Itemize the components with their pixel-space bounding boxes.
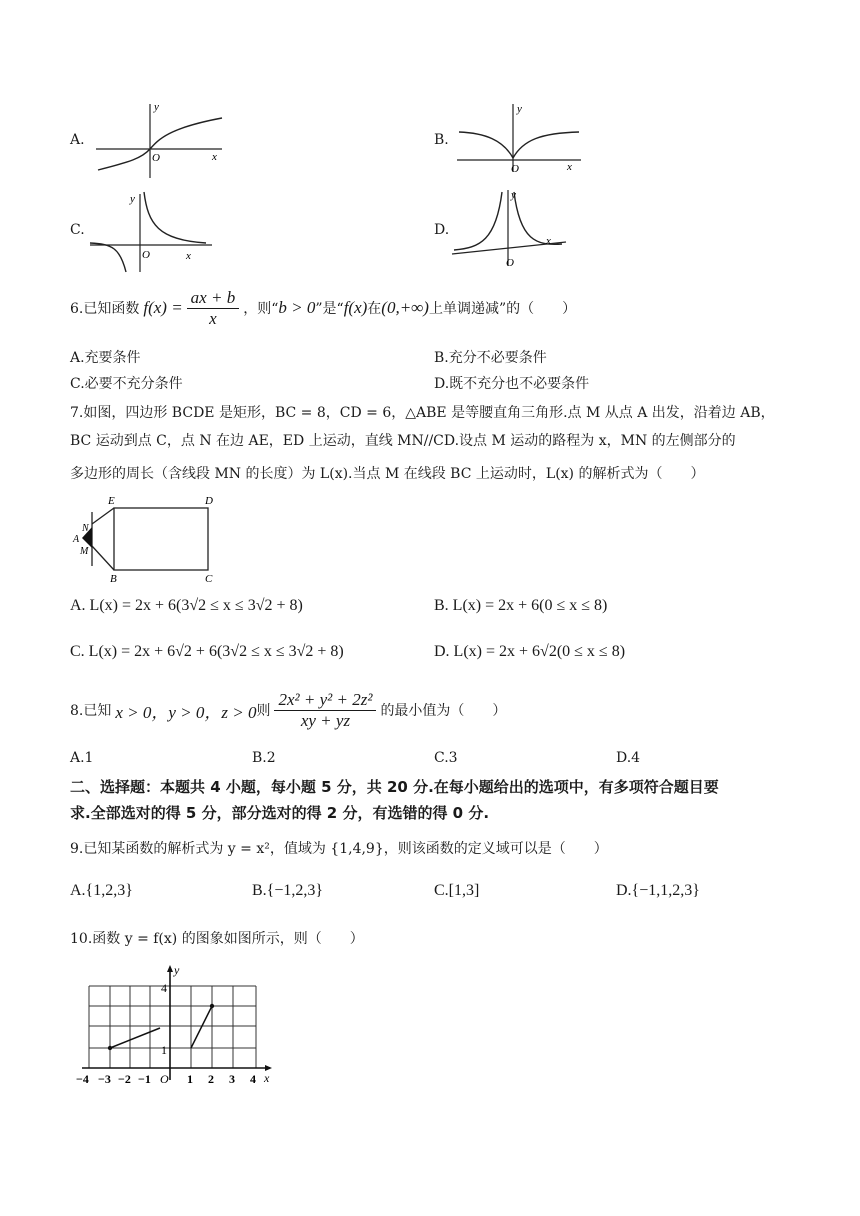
q8-denominator: xy + yz (300, 710, 351, 730)
option-d-label: D. (434, 222, 450, 238)
graph-x-tick: 1 (187, 1072, 193, 1086)
q7-figure (72, 494, 222, 586)
q8-stem (70, 686, 506, 734)
origin-label: O (142, 249, 150, 261)
graph-x-tick: O (160, 1072, 169, 1086)
graph-option-b (455, 100, 585, 175)
q6-f2: f(x) (343, 298, 368, 317)
q6-fraction (187, 288, 240, 329)
option-c-label: C. (70, 222, 85, 238)
graph-y-tick-1: 1 (161, 1043, 167, 1057)
option-b-label: B. (434, 132, 449, 148)
graph-x-tick: −1 (138, 1072, 151, 1086)
q7-option-a: A. L(x) = 2x + 6(3√2 ≤ x ≤ 3√2 + 8) (70, 597, 303, 614)
graph-y-tick-4: 4 (161, 981, 167, 995)
fig-label-B: B (110, 573, 117, 585)
q6-middle: ，则“ (243, 301, 279, 317)
fig-label-M: M (80, 546, 89, 557)
q6-in: 在 (367, 301, 382, 317)
q8-option-c: C.3 (434, 750, 458, 766)
graph-y-label: y (174, 963, 180, 977)
graph-x-tick: −3 (98, 1072, 111, 1086)
q8-option-d: D.4 (616, 750, 641, 766)
q8-suffix: 的最小值为（ ） (380, 703, 507, 719)
axis-x-label: x (186, 250, 191, 262)
q6-option-b: B.充分不必要条件 (434, 350, 547, 366)
axis-y-label: y (517, 103, 522, 115)
fig-label-D: D (205, 495, 213, 507)
graph-option-d (450, 186, 570, 268)
origin-label: O (506, 257, 514, 269)
q8-fraction (274, 690, 376, 731)
q7-stem-line1: 7.如图，四边形 BCDE 是矩形，BC = 8，CD = 6，△ABE 是等腰直角三角形.点 M 从点 A 出发，沿着边 AB， (70, 405, 775, 421)
axis-x-label: x (546, 235, 551, 247)
q6-denominator: x (209, 308, 217, 328)
graph-x-label: x (264, 1071, 270, 1085)
q9-option-a: A.{1,2,3} (70, 882, 133, 899)
q8-option-a: A.1 (70, 750, 94, 766)
q6-suffix: 上单调递减”的（ ） (428, 301, 577, 317)
q6-func: f(x) = (143, 298, 183, 317)
q7-option-c: C. L(x) = 2x + 6√2 + 6(3√2 ≤ x ≤ 3√2 + 8) (70, 643, 344, 660)
q7-option-d: D. L(x) = 2x + 6√2(0 ≤ x ≤ 8) (434, 643, 626, 660)
q6-option-c: C.必要不充分条件 (70, 376, 183, 392)
q9-option-b: B.{−1,2,3} (252, 882, 324, 899)
fig-label-E: E (108, 495, 115, 507)
q8-numerator: 2x² + y² + 2z² (274, 690, 376, 711)
axis-x-label: x (567, 161, 572, 173)
axis-x-label: x (212, 151, 217, 163)
fig-label-C: C (205, 573, 213, 585)
q9-option-d: D.{−1,1,2,3} (616, 882, 700, 899)
q7-stem-line3: 多边形的周长（含线段 MN 的长度）为 L(x).当点 M 在线段 BC 上运动时，L(x) 的解析式为（ ） (70, 466, 705, 482)
q8-option-b: B.2 (252, 750, 276, 766)
graph-x-tick: 2 (208, 1072, 214, 1086)
q10-stem: 10.函数 y = f(x) 的图象如图所示，则（ ） (70, 931, 364, 947)
q6-prefix: 6.已知函数 (70, 301, 140, 317)
q6-mid2: ”是“ (315, 301, 344, 317)
graph-x-tick: 4 (250, 1072, 256, 1086)
graph-x-tick: 3 (229, 1072, 235, 1086)
option-a-label: A. (70, 132, 85, 148)
q6-option-d: D.既不充分也不必要条件 (434, 376, 590, 392)
q10-graph (74, 962, 284, 1092)
fig-label-N: N (82, 523, 89, 534)
origin-label: O (511, 163, 519, 175)
q9-stem: 9.已知某函数的解析式为 y = x²，值域为 {1,4,9}，则该函数的定义域可以是（ ） (70, 841, 608, 857)
q7-stem-line2: BC 运动到点 C，点 N 在边 AE，ED 上运动，直线 MN//CD.设点 M 运动的路程为 x，MN 的左侧部分的 (70, 433, 736, 449)
q8-prefix: 8.已知 (70, 703, 112, 719)
graph-option-a (90, 100, 230, 180)
q6-option-a: A.充要条件 (70, 350, 141, 366)
q6-interval: (0,+∞) (381, 298, 429, 317)
axis-y-label: y (154, 101, 159, 113)
section2-heading-line1: 二、选择题：本题共 4 小题，每小题 5 分，共 20 分.在每小题给出的选项中，有多项符合题目要 (70, 778, 719, 796)
graph-x-tick: −2 (118, 1072, 131, 1086)
q8-condition: x > 0，y > 0，z > 0 (115, 702, 257, 722)
axis-y-label: y (511, 189, 516, 201)
q6-numerator: ax + b (187, 288, 240, 309)
section2-heading-line2: 求.全部选对的得 5 分，部分选对的得 2 分，有选错的得 0 分. (70, 804, 490, 822)
q6-condition: b > 0 (278, 298, 316, 317)
q7-option-b: B. L(x) = 2x + 6(0 ≤ x ≤ 8) (434, 597, 608, 614)
q8-then: 则 (256, 703, 271, 719)
q6-stem (70, 286, 576, 330)
q9-option-c: C.[1,3] (434, 882, 480, 899)
graph-x-tick: −4 (76, 1072, 89, 1086)
graph-option-c (86, 188, 216, 276)
fig-label-A: A (73, 534, 80, 545)
axis-y-label: y (130, 193, 135, 205)
origin-label: O (152, 152, 160, 164)
